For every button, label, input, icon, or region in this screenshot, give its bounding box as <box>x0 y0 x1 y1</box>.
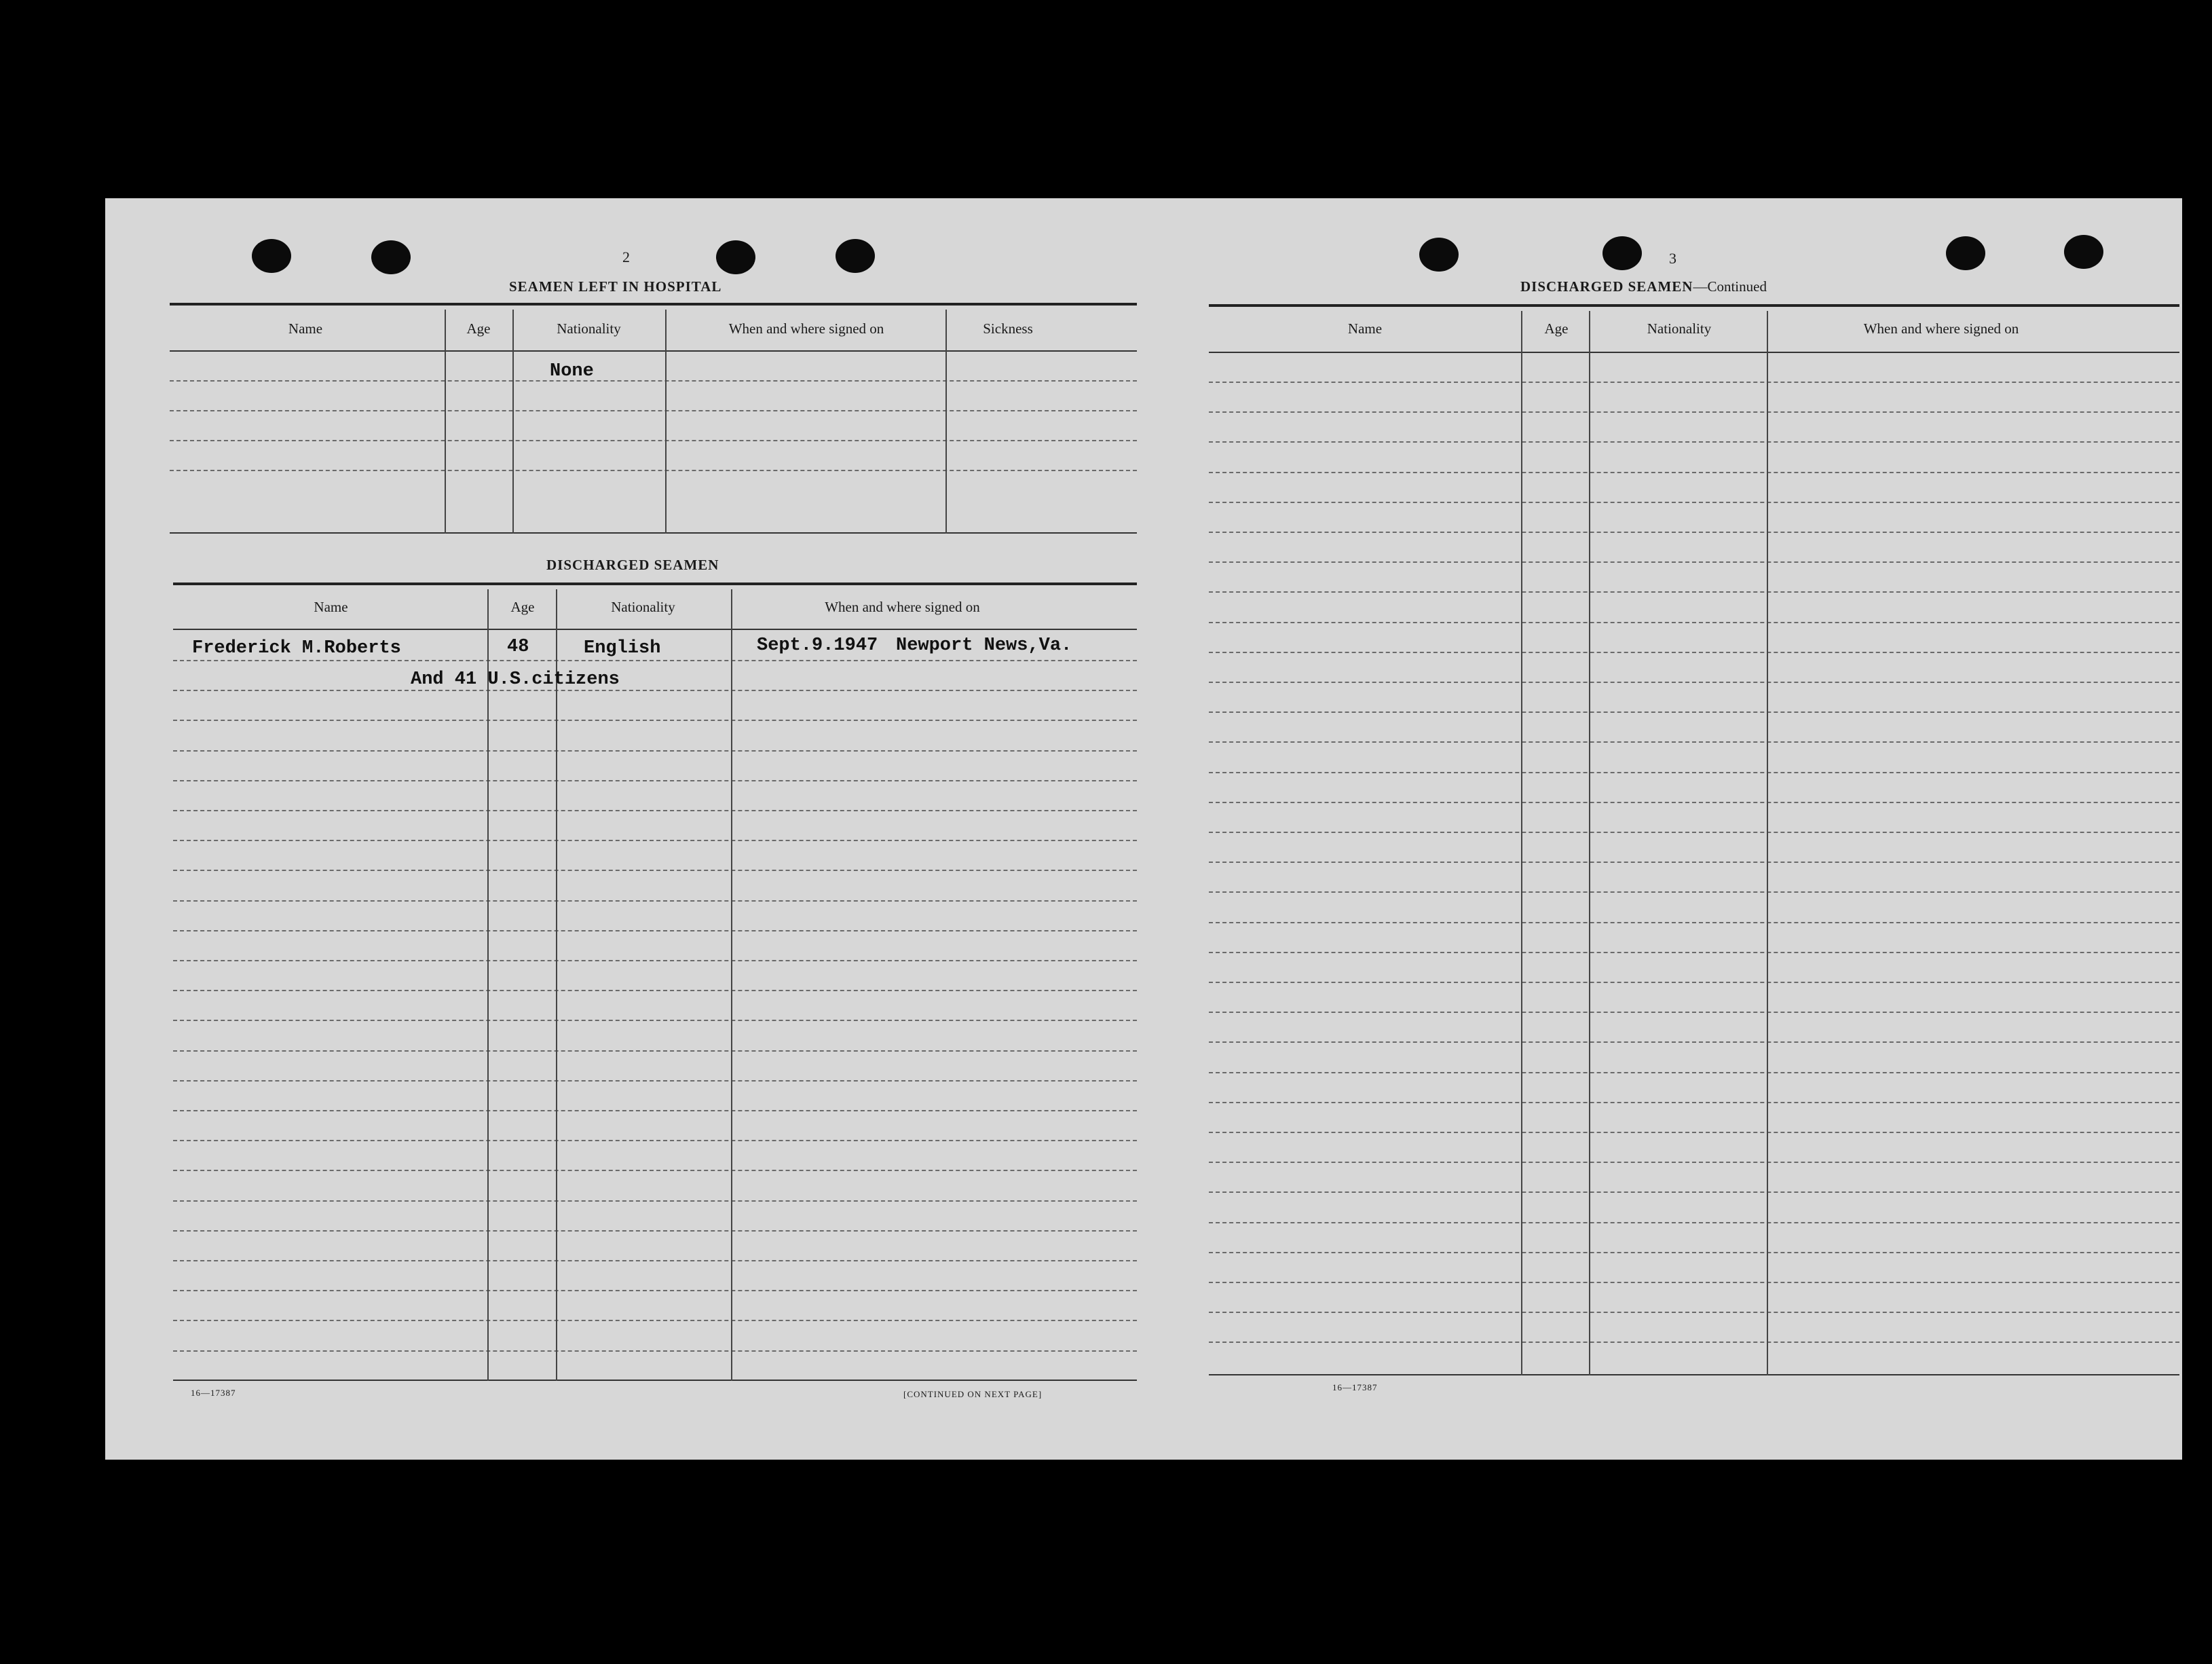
column-header-age: Age <box>1544 320 1569 337</box>
row-line <box>173 1110 1137 1111</box>
row-line <box>173 840 1137 841</box>
table-rule <box>170 350 1137 352</box>
row-line <box>1209 411 2179 413</box>
table-rule <box>1209 1374 2179 1375</box>
column-divider <box>1521 311 1522 1375</box>
row-line <box>173 1350 1137 1352</box>
row-line <box>1209 832 2179 833</box>
row-line <box>173 900 1137 902</box>
row-line <box>173 1290 1137 1291</box>
column-divider <box>512 310 514 534</box>
row-line <box>1209 982 2179 983</box>
row-line <box>1209 502 2179 503</box>
right-page <box>1144 198 2182 1460</box>
column-divider <box>556 589 557 1381</box>
row-line <box>173 750 1137 752</box>
row-line <box>173 810 1137 811</box>
row-line <box>1209 741 2179 743</box>
row-line <box>1209 1282 2179 1283</box>
row-line <box>1209 1132 2179 1133</box>
column-header-age: Age <box>466 320 491 337</box>
row-line <box>170 410 1137 411</box>
row-line <box>1209 1012 2179 1013</box>
column-header-nationality: Nationality <box>611 599 675 615</box>
row-line <box>173 930 1137 931</box>
row-line <box>173 690 1137 691</box>
row-line <box>1209 891 2179 893</box>
column-header-nationality: Nationality <box>1647 320 1712 337</box>
row-line <box>1209 922 2179 923</box>
column-header-signed-on: When and where signed on <box>825 599 980 615</box>
hospital-section-title: SEAMEN LEFT IN HOSPITAL <box>509 278 722 295</box>
hospital-entry: None <box>550 361 594 382</box>
row-line <box>173 1170 1137 1171</box>
column-divider <box>487 589 489 1381</box>
column-header-name: Name <box>288 320 323 337</box>
row-line <box>1209 1102 2179 1103</box>
row-line <box>1209 472 2179 473</box>
row-line <box>173 960 1137 961</box>
row-line <box>1209 862 2179 863</box>
column-divider <box>731 589 732 1381</box>
column-header-age: Age <box>510 599 535 615</box>
row-line <box>1209 622 2179 623</box>
table-rule <box>170 532 1137 534</box>
table-rule <box>170 303 1137 306</box>
row-line <box>1209 1222 2179 1223</box>
row-line <box>1209 1191 2179 1193</box>
additional-crew-note: And 41 U.S.citizens <box>411 669 620 690</box>
discharged-section-title: DISCHARGED SEAMEN <box>546 557 719 573</box>
title-suffix: —Continued <box>1693 278 1767 295</box>
table-rule <box>173 583 1137 585</box>
page-number: 2 <box>622 248 630 265</box>
row-line <box>173 1230 1137 1232</box>
row-line <box>1209 772 2179 773</box>
row-line <box>1209 952 2179 953</box>
column-header-name: Name <box>1347 320 1383 337</box>
discharged-continued-title <box>1520 278 1767 295</box>
column-divider <box>945 310 947 534</box>
form-number: 16—17387 <box>191 1388 236 1398</box>
row-line <box>173 1080 1137 1081</box>
row-line <box>1209 441 2179 443</box>
left-page <box>105 198 1144 1460</box>
column-header-signed-on: When and where signed on <box>1863 320 2019 337</box>
row-line <box>1209 1041 2179 1043</box>
row-line <box>173 990 1137 991</box>
row-line <box>1209 682 2179 683</box>
row-line <box>1209 1342 2179 1343</box>
row-line <box>173 1320 1137 1321</box>
row-line <box>1209 802 2179 803</box>
row-line <box>1209 1252 2179 1253</box>
continued-note: [CONTINUED ON NEXT PAGE] <box>903 1389 1043 1399</box>
row-line <box>1209 1312 2179 1313</box>
column-divider <box>1589 311 1590 1375</box>
column-header-nationality: Nationality <box>557 320 621 337</box>
row-line <box>173 1050 1137 1052</box>
form-number: 16—17387 <box>1332 1382 1378 1392</box>
row-line <box>1209 711 2179 713</box>
row-line <box>173 720 1137 721</box>
title-text: DISCHARGED SEAMEN <box>1520 278 1693 295</box>
row-line <box>1209 591 2179 593</box>
column-divider <box>445 310 446 534</box>
column-divider <box>1767 311 1768 1375</box>
table-rule <box>1209 352 2179 353</box>
row-line <box>170 440 1137 441</box>
page-number: 3 <box>1669 250 1676 267</box>
row-line <box>1209 652 2179 653</box>
row-line <box>173 1140 1137 1141</box>
table-rule <box>1209 304 2179 307</box>
row-line <box>173 660 1137 661</box>
row-line <box>1209 382 2179 383</box>
row-line <box>1209 532 2179 533</box>
ledger-paper <box>105 198 2182 1460</box>
row-line <box>173 1020 1137 1021</box>
signed-on-date: Sept.9.1947 <box>757 635 878 656</box>
row-line <box>170 470 1137 471</box>
row-line <box>173 1260 1137 1261</box>
row-line <box>173 780 1137 781</box>
seaman-nationality: English <box>584 638 661 659</box>
row-line <box>173 1200 1137 1202</box>
column-header-name: Name <box>314 599 348 615</box>
row-line <box>1209 1072 2179 1073</box>
row-line <box>1209 1162 2179 1163</box>
column-header-signed-on: When and where signed on <box>728 320 884 337</box>
table-rule <box>173 1380 1137 1381</box>
column-divider <box>665 310 667 534</box>
row-line <box>1209 561 2179 563</box>
table-rule <box>173 629 1137 630</box>
row-line <box>170 380 1137 382</box>
seaman-age: 48 <box>507 637 529 657</box>
row-line <box>173 870 1137 871</box>
seaman-name: Frederick M.Roberts <box>192 638 401 659</box>
column-header-sickness: Sickness <box>983 320 1033 337</box>
signed-on-place: Newport News,Va. <box>896 635 1072 656</box>
